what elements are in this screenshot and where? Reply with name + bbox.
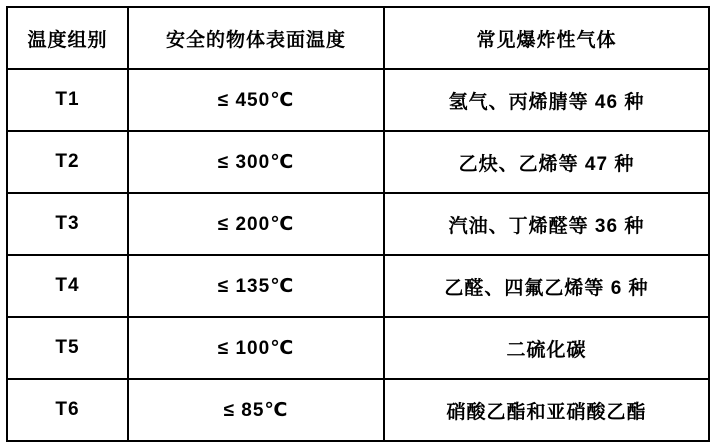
table-row-t1 <box>7 69 709 131</box>
cell-gases: 氢气、丙烯腈等 46 种 <box>384 69 709 131</box>
cell-temp: ≤ 450℃ <box>128 69 384 131</box>
cell-group: T3 <box>7 193 128 255</box>
cell-gases: 汽油、丁烯醛等 36 种 <box>384 193 709 255</box>
header-common-explosive-gases: 常见爆炸性气体 <box>384 7 709 69</box>
table-row-t4 <box>7 255 709 317</box>
cell-gases: 硝酸乙酯和亚硝酸乙酯 <box>384 379 709 441</box>
table-row-t2 <box>7 131 709 193</box>
cell-temp: ≤ 300℃ <box>128 131 384 193</box>
table-row-t6 <box>7 379 709 441</box>
header-temperature-group: 温度组别 <box>7 7 128 69</box>
cell-group: T2 <box>7 131 128 193</box>
table-header-row <box>7 7 709 69</box>
cell-group: T1 <box>7 69 128 131</box>
table-row-t5 <box>7 317 709 379</box>
cell-group: T4 <box>7 255 128 317</box>
table-row-t3 <box>7 193 709 255</box>
cell-gases: 乙炔、乙烯等 47 种 <box>384 131 709 193</box>
header-safe-surface-temperature: 安全的物体表面温度 <box>128 7 384 69</box>
temperature-group-table <box>6 6 710 442</box>
cell-temp: ≤ 135℃ <box>128 255 384 317</box>
cell-temp: ≤ 100℃ <box>128 317 384 379</box>
cell-temp: ≤ 85℃ <box>128 379 384 441</box>
cell-gases: 二硫化碳 <box>384 317 709 379</box>
cell-group: T5 <box>7 317 128 379</box>
cell-gases: 乙醛、四氟乙烯等 6 种 <box>384 255 709 317</box>
cell-temp: ≤ 200℃ <box>128 193 384 255</box>
cell-group: T6 <box>7 379 128 441</box>
